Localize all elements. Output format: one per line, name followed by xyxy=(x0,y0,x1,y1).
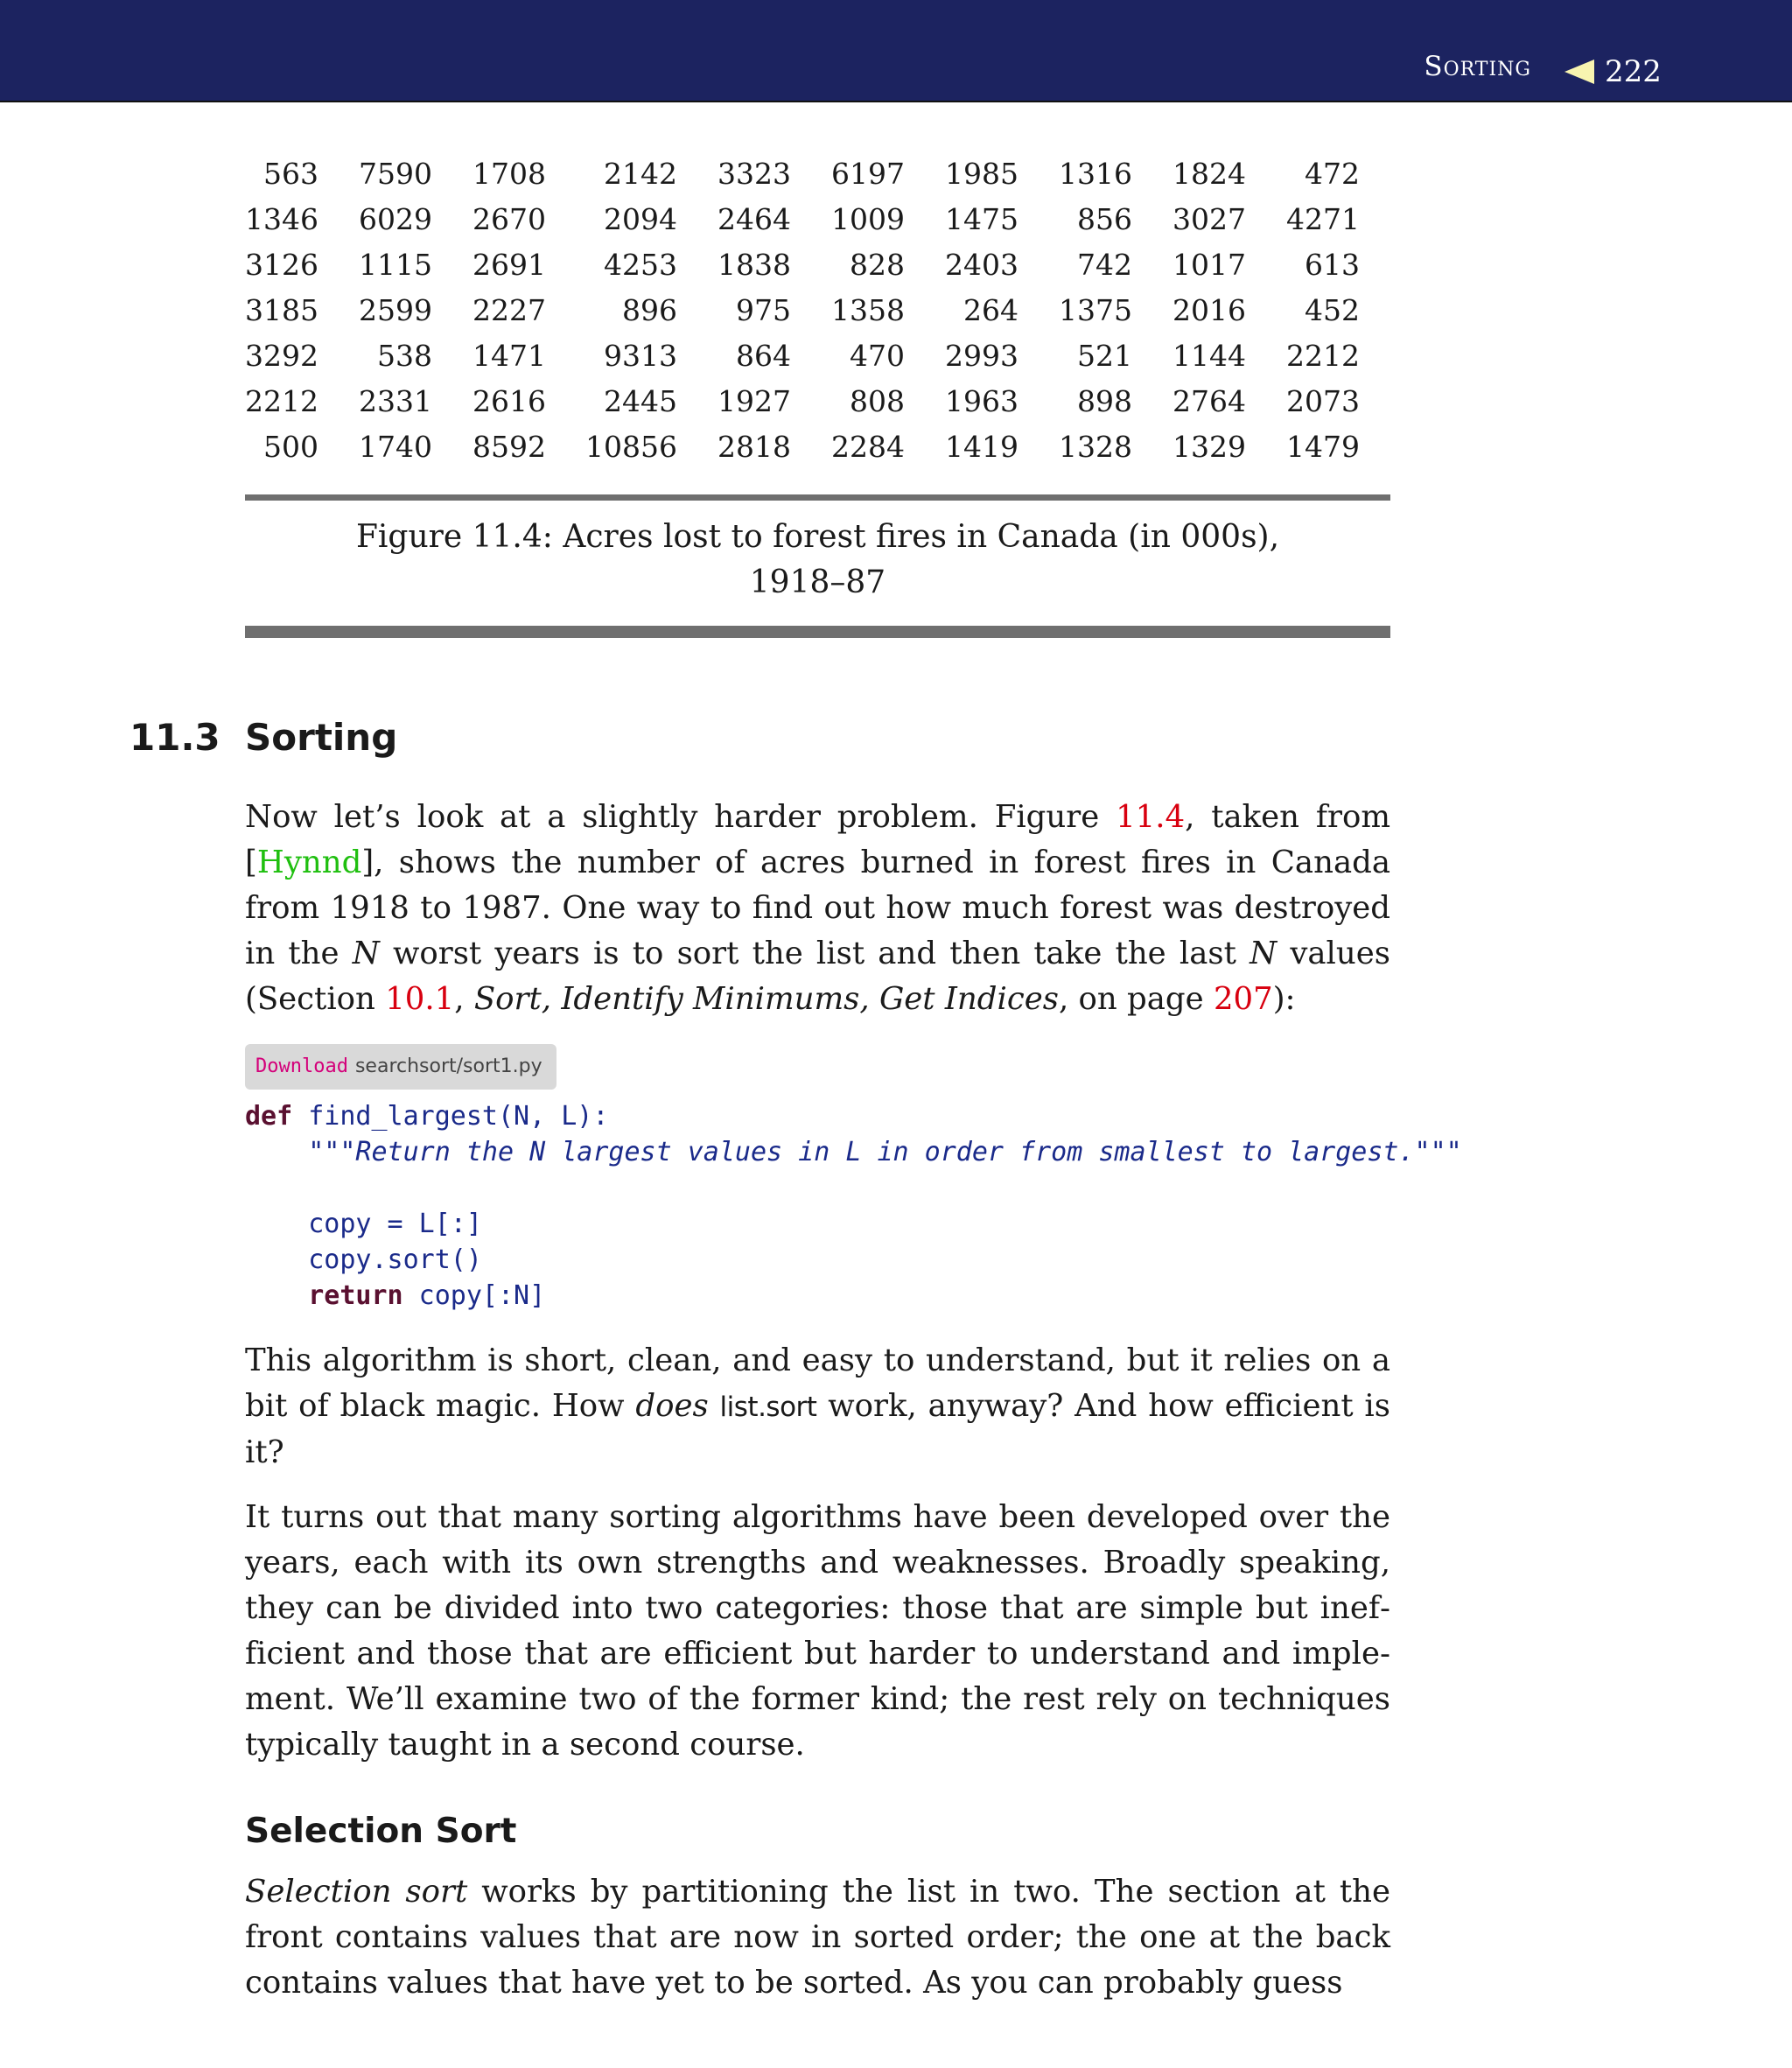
table-cell: 856 xyxy=(1077,202,1132,236)
table-cell: 1346 xyxy=(245,202,318,236)
page-number: 222 xyxy=(1605,54,1662,89)
figure-link[interactable]: 11.4 xyxy=(1116,799,1186,835)
table-cell: 264 xyxy=(963,293,1018,327)
table-row xyxy=(245,197,1360,242)
table-cell: 1824 xyxy=(1172,157,1246,191)
table-cell: 1375 xyxy=(1059,293,1132,327)
table-cell: 1328 xyxy=(1059,430,1132,464)
running-title: Sorting xyxy=(1424,51,1531,82)
table-cell: 1963 xyxy=(945,384,1018,418)
table-row xyxy=(245,242,1360,288)
paragraph-algorithms: It turns out that many sorting algorithms have been developed over the years, each with its own strengths and weaknesses. Broadly speaking, they can be divided into two categories: those that are simple but inefficient and those that are efficient but harder to understand and implement. We’ll examine two of the former kind; the rest rely on techniques typically taught in a second course. xyxy=(245,1499,1390,1763)
table-cell: 1009 xyxy=(831,202,905,236)
download-path: searchsort/sort1.py xyxy=(354,1055,542,1077)
table-row xyxy=(245,333,1360,379)
text: , taken from [ xyxy=(245,799,1391,880)
table-cell: 2464 xyxy=(718,202,791,236)
figure-top-rule xyxy=(245,494,1390,501)
table-cell: 2016 xyxy=(1172,293,1246,327)
table-cell: 2142 xyxy=(604,157,677,191)
section-link-title: Sort, Identify Minimums, Get Indices xyxy=(473,981,1059,1017)
table-cell: 2445 xyxy=(604,384,677,418)
page-link[interactable]: 207 xyxy=(1213,981,1273,1017)
math-n: N xyxy=(1250,936,1278,971)
table-cell: 2670 xyxy=(472,202,546,236)
code-line xyxy=(245,1098,1462,1134)
table-cell: 613 xyxy=(1305,248,1360,282)
text: ): xyxy=(1272,981,1296,1017)
text: This algorithm is short, clean, and easy to understand, but it relies on a bit of black magic. How xyxy=(245,1342,1390,1424)
table-cell: 2764 xyxy=(1172,384,1246,418)
text: values (Section xyxy=(245,936,1390,1017)
table-cell: 4271 xyxy=(1286,202,1360,236)
table-cell: 500 xyxy=(263,430,318,464)
table-cell: 9313 xyxy=(604,339,677,373)
math-n: N xyxy=(352,936,380,971)
table-cell: 2331 xyxy=(359,384,432,418)
table-cell: 7590 xyxy=(359,157,432,191)
table-cell: 1471 xyxy=(472,339,546,373)
text: Now let’s look at a slightly harder problem. Figure xyxy=(245,799,1116,835)
code-line: copy.sort() xyxy=(245,1244,482,1275)
text: work, anyway? And how efficient is it? xyxy=(245,1388,1390,1470)
table-cell: 1740 xyxy=(359,430,432,464)
code-line: """Return the N largest values in L in order from smallest to largest.""" xyxy=(245,1137,1462,1167)
table-row xyxy=(245,424,1360,470)
code-text: copy[:N] xyxy=(402,1280,546,1311)
paragraph-selection-sort xyxy=(245,1869,1390,2006)
table-cell: 6029 xyxy=(359,202,432,236)
table-cell: 898 xyxy=(1077,384,1132,418)
text: , on page xyxy=(1058,981,1214,1017)
table-row xyxy=(245,151,1360,197)
previous-page-arrow-icon[interactable] xyxy=(1564,60,1594,84)
table-cell: 1144 xyxy=(1172,339,1246,373)
table-cell: 472 xyxy=(1305,157,1360,191)
table-cell: 452 xyxy=(1305,293,1360,327)
code-indent xyxy=(245,1280,308,1311)
code-block xyxy=(245,1098,1462,1314)
text: ], shows the number of acres burned in forest fires in Canada from 1918 to 1987. One way to find out how much forest was destroyed in the xyxy=(245,845,1390,971)
table-row xyxy=(245,288,1360,333)
table-cell: 742 xyxy=(1077,248,1132,282)
section-number: 11.3 xyxy=(130,716,220,759)
table-cell: 1419 xyxy=(945,430,1018,464)
table-cell: 4253 xyxy=(604,248,677,282)
text: worst years is to sort the list and then take the last xyxy=(379,936,1250,971)
code-keyword: def xyxy=(245,1101,293,1132)
subsection-title: Selection Sort xyxy=(245,1812,517,1851)
table-cell: 2227 xyxy=(472,293,546,327)
table-cell: 1115 xyxy=(359,248,432,282)
table-cell: 2094 xyxy=(604,202,677,236)
code-line xyxy=(245,1278,1462,1314)
table-cell: 1017 xyxy=(1172,248,1246,282)
code-keyword: return xyxy=(308,1280,403,1311)
table-cell: 521 xyxy=(1077,339,1132,373)
citation-link[interactable]: Hynnd xyxy=(256,845,362,880)
forest-fires-table xyxy=(245,151,1360,470)
table-cell: 538 xyxy=(377,339,432,373)
text: works by partitioning the list in two. The section at the front contains values that are now in sorted order; the one at the back contains values that have yet to be sorted. As you can probably guess xyxy=(245,1874,1390,2001)
table-cell: 1927 xyxy=(718,384,791,418)
table-cell: 2691 xyxy=(472,248,546,282)
code-line xyxy=(245,1170,1462,1206)
table-cell: 6197 xyxy=(831,157,905,191)
table-cell: 828 xyxy=(850,248,905,282)
table-cell: 470 xyxy=(850,339,905,373)
table-cell: 808 xyxy=(850,384,905,418)
table-cell: 1985 xyxy=(945,157,1018,191)
table-cell: 10856 xyxy=(585,430,677,464)
table-cell: 1475 xyxy=(945,202,1018,236)
table-cell: 3126 xyxy=(245,248,318,282)
table-cell: 3292 xyxy=(245,339,318,373)
table-cell: 975 xyxy=(736,293,791,327)
table-cell: 2403 xyxy=(945,248,1018,282)
figure-caption xyxy=(245,515,1390,606)
table-row xyxy=(245,379,1360,424)
table-cell: 8592 xyxy=(472,430,546,464)
table-cell: 3323 xyxy=(718,157,791,191)
table-cell: 2818 xyxy=(718,430,791,464)
table-cell: 1479 xyxy=(1286,430,1360,464)
table-cell: 1708 xyxy=(472,157,546,191)
figure-caption-line1: Figure 11.4: Acres lost to forest fires in Canada (in 000s), xyxy=(355,519,1280,555)
emphasis: does xyxy=(635,1388,709,1424)
code-text: find_largest(N, L): xyxy=(292,1101,609,1132)
figure-caption-line2: 1918–87 xyxy=(749,564,886,600)
paragraph-black-magic xyxy=(245,1338,1390,1476)
section-title: Sorting xyxy=(245,716,398,759)
table-cell: 2073 xyxy=(1286,384,1360,418)
table-cell: 2616 xyxy=(472,384,546,418)
text: , xyxy=(454,981,474,1017)
figure-bottom-rule xyxy=(245,626,1390,638)
page-header xyxy=(0,0,1792,102)
table-cell: 864 xyxy=(736,339,791,373)
table-cell: 1838 xyxy=(718,248,791,282)
paragraph-intro xyxy=(245,795,1390,1022)
download-link[interactable] xyxy=(245,1044,556,1090)
code-line: copy = L[:] xyxy=(245,1209,482,1239)
table-cell: 1329 xyxy=(1172,430,1246,464)
section-link[interactable]: 10.1 xyxy=(385,981,455,1017)
table-cell: 563 xyxy=(263,157,318,191)
table-cell: 1358 xyxy=(831,293,905,327)
table-cell: 2599 xyxy=(359,293,432,327)
emphasis: Selection sort xyxy=(245,1874,468,1910)
table-cell: 1316 xyxy=(1059,157,1132,191)
inline-code: list.sort xyxy=(719,1392,817,1423)
text xyxy=(709,1388,720,1424)
table-cell: 3185 xyxy=(245,293,318,327)
table-cell: 896 xyxy=(622,293,677,327)
table-cell: 2212 xyxy=(1286,339,1360,373)
table-cell: 2993 xyxy=(945,339,1018,373)
table-cell: 2284 xyxy=(831,430,905,464)
table-cell: 2212 xyxy=(245,384,318,418)
download-label: Download xyxy=(256,1055,348,1077)
table-cell: 3027 xyxy=(1172,202,1246,236)
